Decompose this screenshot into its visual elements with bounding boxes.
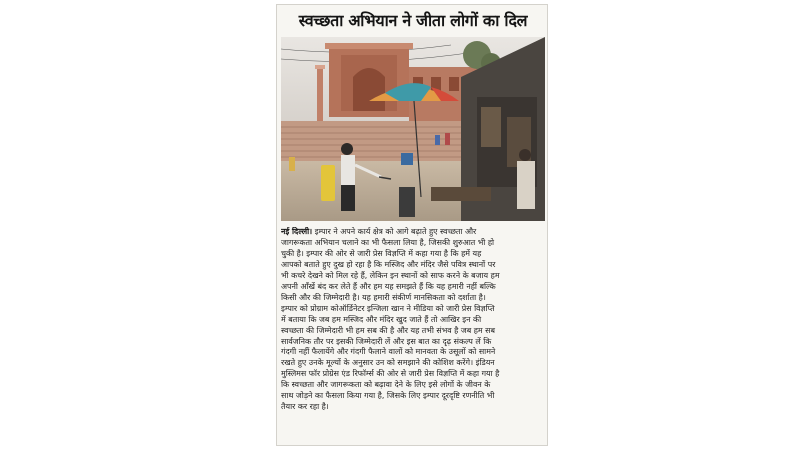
article-line-17: तैयार कर रहा है। <box>281 402 329 412</box>
article-line-13: रखते हुए उनके मूल्यों के अनुसार उन को समझाने की कोशिश करेंगे। इंडियन <box>281 358 495 368</box>
article-line-11: सार्वजनिक तौर पर इसकी जिम्मेदारी लें और इस बात का दृढ़ संकल्प लें कि <box>281 336 492 346</box>
article-line-5: भी कचरे देखने को मिल रहे हैं, लेकिन इन स्थानों को साफ करने के बजाय हम <box>281 270 500 280</box>
article-line-1-text: इम्पार ने अपने कार्य क्षेत्र को आगे बढ़ाते हुए स्वच्छता और <box>312 227 477 236</box>
article-line-9: में बताया कि जब हम मस्जिद और मंदिर खुद जाते हैं तो आखिर इन की <box>281 314 482 324</box>
chair <box>399 187 415 217</box>
article-line-1 <box>281 227 545 238</box>
headline: स्वच्छता अभियान ने जीता लोगों का दिल <box>298 11 528 30</box>
blue-bin <box>401 153 413 165</box>
article-line-16: साथ जोड़ने का फैसला किया गया है, जिसके लिए इम्पार दूरदृष्टि रणनीति भी <box>281 391 495 401</box>
article-line-2: जागरूकता अभियान चलाने का भी फैसला लिया है, जिसकी शुरुआत भी हो <box>281 237 495 247</box>
minaret <box>317 67 323 121</box>
news-photo <box>281 37 545 221</box>
article-body <box>281 227 545 445</box>
dateline: नई दिल्ली। <box>281 227 313 236</box>
article-line-3: चुकी है। इम्पार की ओर से जारी प्रेस विज्ञप्ति में कहा गया है कि हमें यह <box>281 248 482 258</box>
article-line-14: मुस्लिमस फॉर प्रोग्रेस एंड रिफॉर्म्स की ओर से जारी प्रेस विज्ञप्ति में कहा गया है <box>281 369 500 379</box>
article-line-15: कि स्वच्छता और जागरूकता को बढ़ावा देने के लिए इसे लोगों के जीवन के <box>281 380 491 390</box>
photo-illustration <box>281 37 545 221</box>
article-line-4: आपको बताते हुए दुख हो रहा है कि मस्जिद और मंदिर जैसे पवित्र स्थानों पर <box>281 259 496 269</box>
yellow-canister <box>321 165 335 201</box>
article-line-8: इम्पार को प्रोग्राम कोऑर्डिनेटर इन्जिला खान ने मीडिया को जारी प्रेस विज्ञप्ति <box>281 303 495 313</box>
article-line-12: गंदगी नहीं फैलायेंगे और गंदगी फैलाने वालों को मानवता के उसूलों को सामने <box>281 347 496 357</box>
mosque-steps <box>281 121 461 161</box>
article-line-6: अपनी आँखें बंद कर लेते हैं और हम यह समझते हैं कि यह हमारी नहीं बल्कि <box>281 281 496 291</box>
article-line-7: किसी और की जिम्मेदारी है। यह हमारी संकीर्ण मानसिकता को दर्शाता है। <box>281 292 486 302</box>
table <box>431 187 491 201</box>
newspaper-clipping <box>276 4 548 446</box>
article-line-10: स्वच्छता की जिम्मेदारी भी हम सब की है और यह तभी संभव है जब हम सब <box>281 325 495 335</box>
